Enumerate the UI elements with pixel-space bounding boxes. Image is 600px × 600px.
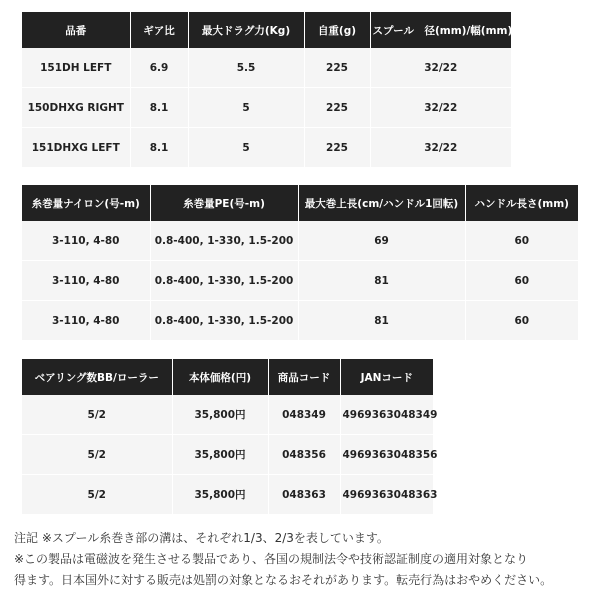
column-header: ベアリング数BB/ローラー bbox=[22, 359, 172, 395]
table-row bbox=[22, 128, 511, 168]
column-header: 本体価格(円) bbox=[172, 359, 268, 395]
column-header: ハンドル長さ(mm) bbox=[465, 185, 578, 221]
spec-table-line-capacity bbox=[22, 185, 578, 340]
column-header: 糸巻量PE(号-m) bbox=[150, 185, 298, 221]
table-cell: 5/2 bbox=[22, 475, 172, 515]
column-header: 商品コード bbox=[268, 359, 340, 395]
table-cell: 5/2 bbox=[22, 435, 172, 475]
table-cell: 5/2 bbox=[22, 395, 172, 435]
column-header: 最大ドラグ力(Kg) bbox=[188, 12, 304, 48]
table-cell: 60 bbox=[465, 221, 578, 261]
table-row bbox=[22, 475, 433, 515]
table-cell: 3-110, 4-80 bbox=[22, 261, 150, 301]
table-header-row bbox=[22, 185, 578, 221]
table-cell: 4969363048356 bbox=[340, 435, 433, 475]
table-cell: 5.5 bbox=[188, 48, 304, 88]
table-cell: 048349 bbox=[268, 395, 340, 435]
table-cell: 6.9 bbox=[130, 48, 188, 88]
table-cell: 69 bbox=[298, 221, 465, 261]
table-cell: 5 bbox=[188, 88, 304, 128]
table-row bbox=[22, 88, 511, 128]
table-cell: 35,800円 bbox=[172, 475, 268, 515]
table-cell: 60 bbox=[465, 261, 578, 301]
table-cell: 60 bbox=[465, 301, 578, 341]
column-header: 最大巻上長(cm/ハンドル1回転) bbox=[298, 185, 465, 221]
table-row bbox=[22, 48, 511, 88]
column-header: 自重(g) bbox=[304, 12, 370, 48]
note-line: ※この製品は電磁波を発生させる製品であり、各国の規制法令や技術認証制度の適用対象となり bbox=[14, 552, 529, 566]
column-header: 品番 bbox=[22, 12, 130, 48]
table-row bbox=[22, 395, 433, 435]
table-cell: 35,800円 bbox=[172, 435, 268, 475]
table-row bbox=[22, 261, 578, 301]
column-header: ギア比 bbox=[130, 12, 188, 48]
notes-section bbox=[14, 528, 594, 591]
table-header-row bbox=[22, 12, 511, 48]
table-row bbox=[22, 301, 578, 341]
table-cell: 3-110, 4-80 bbox=[22, 221, 150, 261]
table-cell: 151DH LEFT bbox=[22, 48, 130, 88]
table-cell: 225 bbox=[304, 128, 370, 168]
table-row bbox=[22, 221, 578, 261]
table-cell: 225 bbox=[304, 88, 370, 128]
table-cell: 81 bbox=[298, 261, 465, 301]
table-cell: 8.1 bbox=[130, 128, 188, 168]
note-line: 注記 ※スプール糸巻き部の溝は、それぞれ1/3、2/3を表しています。 bbox=[14, 531, 389, 545]
table-cell: 225 bbox=[304, 48, 370, 88]
table-cell: 150DHXG RIGHT bbox=[22, 88, 130, 128]
column-header: スプール 径(mm)/幅(mm) bbox=[370, 12, 511, 48]
table-cell: 32/22 bbox=[370, 88, 511, 128]
table-cell: 4969363048363 bbox=[340, 475, 433, 515]
table-cell: 0.8-400, 1-330, 1.5-200 bbox=[150, 261, 298, 301]
table-cell: 81 bbox=[298, 301, 465, 341]
table-cell: 8.1 bbox=[130, 88, 188, 128]
table-cell: 5 bbox=[188, 128, 304, 168]
spec-table-basic bbox=[22, 12, 511, 167]
column-header: JANコード bbox=[340, 359, 433, 395]
table-cell: 0.8-400, 1-330, 1.5-200 bbox=[150, 301, 298, 341]
table-cell: 048363 bbox=[268, 475, 340, 515]
spec-table-price-codes bbox=[22, 359, 438, 514]
table-cell: 35,800円 bbox=[172, 395, 268, 435]
column-header: 糸巻量ナイロン(号-m) bbox=[22, 185, 150, 221]
table-row bbox=[22, 435, 433, 475]
table-cell: 048356 bbox=[268, 435, 340, 475]
table-cell: 3-110, 4-80 bbox=[22, 301, 150, 341]
table-cell: 32/22 bbox=[370, 48, 511, 88]
table-cell: 4969363048349 bbox=[340, 395, 433, 435]
table-cell: 151DHXG LEFT bbox=[22, 128, 130, 168]
note-line: 得ます。日本国外に対する販売は処罰の対象となるおそれがあります。転売行為はおやめください。 bbox=[14, 573, 553, 587]
table-header-row bbox=[22, 359, 433, 395]
table-cell: 32/22 bbox=[370, 128, 511, 168]
table-cell: 0.8-400, 1-330, 1.5-200 bbox=[150, 221, 298, 261]
